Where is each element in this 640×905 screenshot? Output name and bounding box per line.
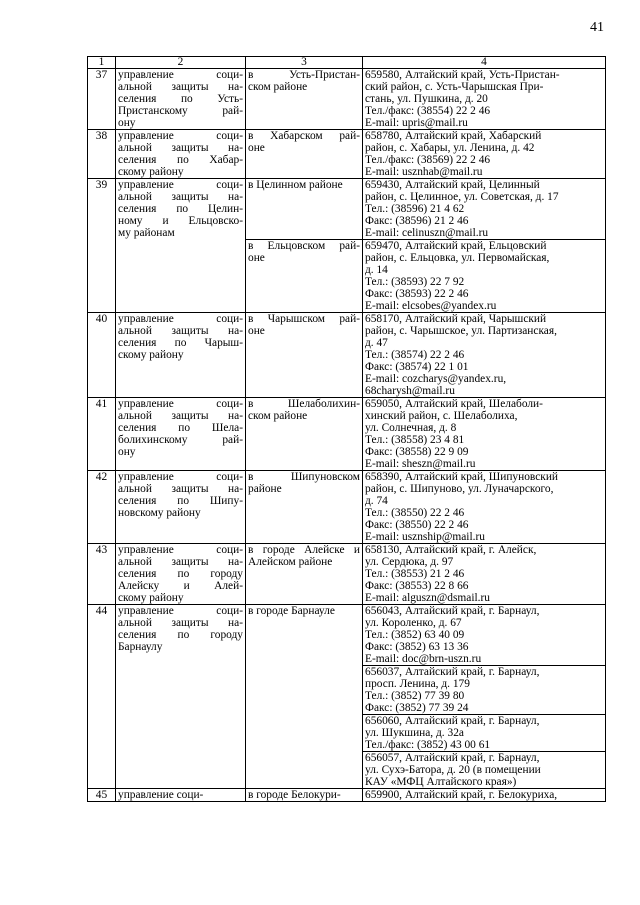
text-line: скому району: [118, 592, 184, 604]
area-cell: [246, 240, 363, 313]
row-number: 38: [88, 130, 116, 179]
text-line: д. 47: [365, 337, 388, 349]
text-line: в Хабарском рай-: [248, 130, 360, 142]
text-line: оне: [248, 252, 265, 264]
table-row: [88, 179, 606, 240]
offices-table: [87, 56, 606, 802]
text-line: E-mail: doc@brn-uszn.ru: [365, 653, 482, 665]
text-line: в Шипуновском: [248, 471, 360, 483]
header-col-3: 3: [246, 57, 363, 69]
table-row: [88, 471, 606, 544]
text-line: селения по Хабар-: [118, 154, 243, 166]
table-row: [88, 313, 606, 398]
text-line: ском районе: [248, 81, 308, 93]
text-line: Тел.: (38558) 23 4 81: [365, 434, 465, 446]
text-line: Факс: (38596) 21 2 46: [365, 215, 469, 227]
address-cell: [363, 605, 606, 666]
organization-cell: [116, 69, 246, 130]
text-line: район, с. Хабары, ул. Ленина, д. 42: [365, 142, 535, 154]
text-line: Тел./факс: (38569) 22 2 46: [365, 154, 491, 166]
area-cell: [246, 179, 363, 240]
text-line: оне: [248, 142, 265, 154]
row-number: 43: [88, 544, 116, 605]
text-line: селения по городу: [118, 568, 243, 580]
text-line: ону: [118, 446, 136, 458]
organization-cell: [116, 544, 246, 605]
table-row: [88, 544, 606, 605]
header-col-2: 2: [116, 57, 246, 69]
text-line: 656060, Алтайский край, г. Барнаул,: [365, 715, 540, 727]
address-cell: [363, 130, 606, 179]
text-line: в Ельцовском рай-: [248, 240, 360, 252]
text-line: оне: [248, 325, 265, 337]
text-line: альной защиты на-: [118, 325, 243, 337]
text-line: E-mail: elcsobes@yandex.ru: [365, 300, 497, 312]
text-line: ул. Сухэ-Батора, д. 20 (в помещении: [365, 764, 541, 776]
address-cell: [363, 69, 606, 130]
text-line: Тел.: (38593) 22 7 92: [365, 276, 465, 288]
organization-cell: [116, 179, 246, 313]
text-line: Тел.: (38574) 22 2 46: [365, 349, 465, 361]
text-line: 659430, Алтайский край, Целинный: [365, 179, 540, 191]
text-line: 656037, Алтайский край, г. Барнаул,: [365, 666, 540, 678]
text-line: Факс: (38593) 22 2 46: [365, 288, 469, 300]
text-line: д. 14: [365, 264, 388, 276]
text-line: Тел.: (38550) 22 2 46: [365, 507, 465, 519]
row-number: 42: [88, 471, 116, 544]
address-cell: [363, 752, 606, 789]
text-line: альной защиты на-: [118, 142, 243, 154]
table-row: [88, 69, 606, 130]
text-line: Факс: (38550) 22 2 46: [365, 519, 469, 531]
text-line: д. 74: [365, 495, 388, 507]
text-line: ул. Солнечная, д. 8: [365, 422, 457, 434]
address-cell: [363, 398, 606, 471]
text-line: альной защиты на-: [118, 483, 243, 495]
text-line: 659580, Алтайский край, Усть-Пристан-: [365, 69, 560, 81]
area-cell: [246, 471, 363, 544]
text-line: Факс: (38558) 22 9 09: [365, 446, 469, 458]
text-line: ул. Сердюка, д. 97: [365, 556, 454, 568]
text-line: Тел./факс: (3852) 43 00 61: [365, 739, 491, 751]
text-line: 658170, Алтайский край, Чарышский: [365, 313, 547, 325]
organization-cell: [116, 130, 246, 179]
text-line: в городе Барнауле: [248, 605, 335, 617]
address-cell: [363, 789, 606, 802]
table-row: [88, 130, 606, 179]
text-line: ский район, с. Усть-Чарышская При-: [365, 81, 544, 93]
text-line: Тел.: (3852) 63 40 09: [365, 629, 465, 641]
row-number: 39: [88, 179, 116, 313]
text-line: Пристанскому рай-: [118, 105, 243, 117]
table-row: [88, 789, 606, 802]
text-line: в Усть-Пристан-: [248, 69, 360, 81]
address-cell: [363, 471, 606, 544]
text-line: альной защиты на-: [118, 81, 243, 93]
text-line: селения по городу: [118, 629, 243, 641]
row-number: 40: [88, 313, 116, 398]
text-line: ному и Ельцовско-: [118, 215, 243, 227]
text-line: E-mail: cozcharys@yandex.ru,: [365, 373, 507, 385]
text-line: район, с. Чарышское, ул. Партизанская,: [365, 325, 557, 337]
text-line: просп. Ленина, д. 179: [365, 678, 470, 690]
header-col-4: 4: [363, 57, 606, 69]
text-line: район, с. Шипуново, ул. Луначарского,: [365, 483, 554, 495]
address-cell: [363, 666, 606, 715]
text-line: E-mail: sheszn@mail.ru: [365, 458, 476, 470]
text-line: ул. Короленко, д. 67: [365, 617, 462, 629]
address-cell: [363, 179, 606, 240]
text-line: селения по Шипу-: [118, 495, 243, 507]
text-line: ул. Шукшина, д. 32а: [365, 727, 464, 739]
table-header-row: [88, 57, 606, 69]
text-line: управление соци-: [118, 69, 243, 81]
text-line: 659050, Алтайский край, Шелаболи-: [365, 398, 543, 410]
row-number: 37: [88, 69, 116, 130]
address-cell: [363, 715, 606, 752]
organization-cell: [116, 789, 246, 802]
text-line: селения по Чарыш-: [118, 337, 243, 349]
table-row: [88, 398, 606, 471]
text-line: район, с. Целинное, ул. Советская, д. 17: [365, 191, 559, 203]
text-line: 659900, Алтайский край, г. Белокуриха,: [365, 789, 558, 801]
text-line: управление соци-: [118, 179, 243, 191]
table-row: [88, 605, 606, 666]
text-line: управление соци-: [118, 471, 243, 483]
text-line: управление соци-: [118, 313, 243, 325]
text-line: Тел.: (38596) 21 4 62: [365, 203, 465, 215]
text-line: в Чарышском рай-: [248, 313, 360, 325]
text-line: ском районе: [248, 410, 308, 422]
text-line: скому району: [118, 349, 184, 361]
text-line: стань, ул. Пушкина, д. 20: [365, 93, 488, 105]
row-number: 45: [88, 789, 116, 802]
text-line: альной защиты на-: [118, 191, 243, 203]
text-line: управление соци-: [118, 605, 243, 617]
text-line: скому району: [118, 166, 184, 178]
text-line: E-mail: alguszn@dsmail.ru: [365, 592, 491, 604]
text-line: Тел./факс: (38554) 22 2 46: [365, 105, 491, 117]
text-line: 658130, Алтайский край, г. Алейск,: [365, 544, 537, 556]
text-line: районе: [248, 483, 282, 495]
area-cell: [246, 398, 363, 471]
text-line: Алейском районе: [248, 556, 333, 568]
text-line: Факс: (3852) 63 13 36: [365, 641, 469, 653]
text-line: болихинскому рай-: [118, 434, 243, 446]
text-line: район, с. Ельцовка, ул. Первомайская,: [365, 252, 550, 264]
text-line: альной защиты на-: [118, 556, 243, 568]
header-col-1: 1: [88, 57, 116, 69]
text-line: 68charysh@mail.ru: [365, 385, 455, 397]
area-cell: [246, 313, 363, 398]
area-cell: [246, 544, 363, 605]
text-line: селения по Шела-: [118, 422, 243, 434]
organization-cell: [116, 471, 246, 544]
text-line: E-mail: upris@mail.ru: [365, 117, 468, 129]
text-line: новскому району: [118, 507, 201, 519]
text-line: му районам: [118, 227, 175, 239]
text-line: ону: [118, 117, 136, 129]
area-cell: [246, 130, 363, 179]
text-line: КАУ «МФЦ Алтайского края»): [365, 776, 517, 788]
text-line: Барнаулу: [118, 641, 163, 653]
row-number: 41: [88, 398, 116, 471]
organization-cell: [116, 313, 246, 398]
text-line: 656043, Алтайский край, г. Барнаул,: [365, 605, 540, 617]
row-number: 44: [88, 605, 116, 789]
text-line: альной защиты на-: [118, 410, 243, 422]
text-line: селения по Усть-: [118, 93, 243, 105]
text-line: управление соци-: [118, 398, 243, 410]
text-line: Факс: (3852) 77 39 24: [365, 702, 469, 714]
address-cell: [363, 240, 606, 313]
text-line: Тел.: (38553) 21 2 46: [365, 568, 465, 580]
text-line: 656057, Алтайский край, г. Барнаул,: [365, 752, 540, 764]
text-line: 659470, Алтайский край, Ельцовский: [365, 240, 547, 252]
area-cell: [246, 69, 363, 130]
text-line: альной защиты на-: [118, 617, 243, 629]
text-line: управление соци-: [118, 544, 243, 556]
text-line: селения по Целин-: [118, 203, 243, 215]
text-line: Алейску и Алей-: [118, 580, 243, 592]
area-cell: [246, 605, 363, 789]
address-cell: [363, 313, 606, 398]
text-line: управление соци-: [118, 789, 204, 801]
text-line: 658390, Алтайский край, Шипуновский: [365, 471, 559, 483]
text-line: управление соци-: [118, 130, 243, 142]
organization-cell: [116, 605, 246, 789]
page-number: 41: [590, 20, 604, 35]
text-line: в городе Белокури-: [248, 789, 341, 801]
text-line: в Целинном районе: [248, 179, 343, 191]
text-line: Тел.: (3852) 77 39 80: [365, 690, 465, 702]
text-line: E-mail: usznship@mail.ru: [365, 531, 485, 543]
text-line: E-mail: celinuszn@mail.ru: [365, 227, 489, 239]
text-line: в Шелаболихин-: [248, 398, 360, 410]
text-line: E-mail: usznhab@mail.ru: [365, 166, 483, 178]
text-line: Факс: (38574) 22 1 01: [365, 361, 469, 373]
text-line: в городе Алейске и: [248, 544, 360, 556]
address-cell: [363, 544, 606, 605]
text-line: 658780, Алтайский край, Хабарский: [365, 130, 542, 142]
organization-cell: [116, 398, 246, 471]
text-line: хинский район, с. Шелаболиха,: [365, 410, 518, 422]
text-line: Факс: (38553) 22 8 66: [365, 580, 469, 592]
area-cell: [246, 789, 363, 802]
